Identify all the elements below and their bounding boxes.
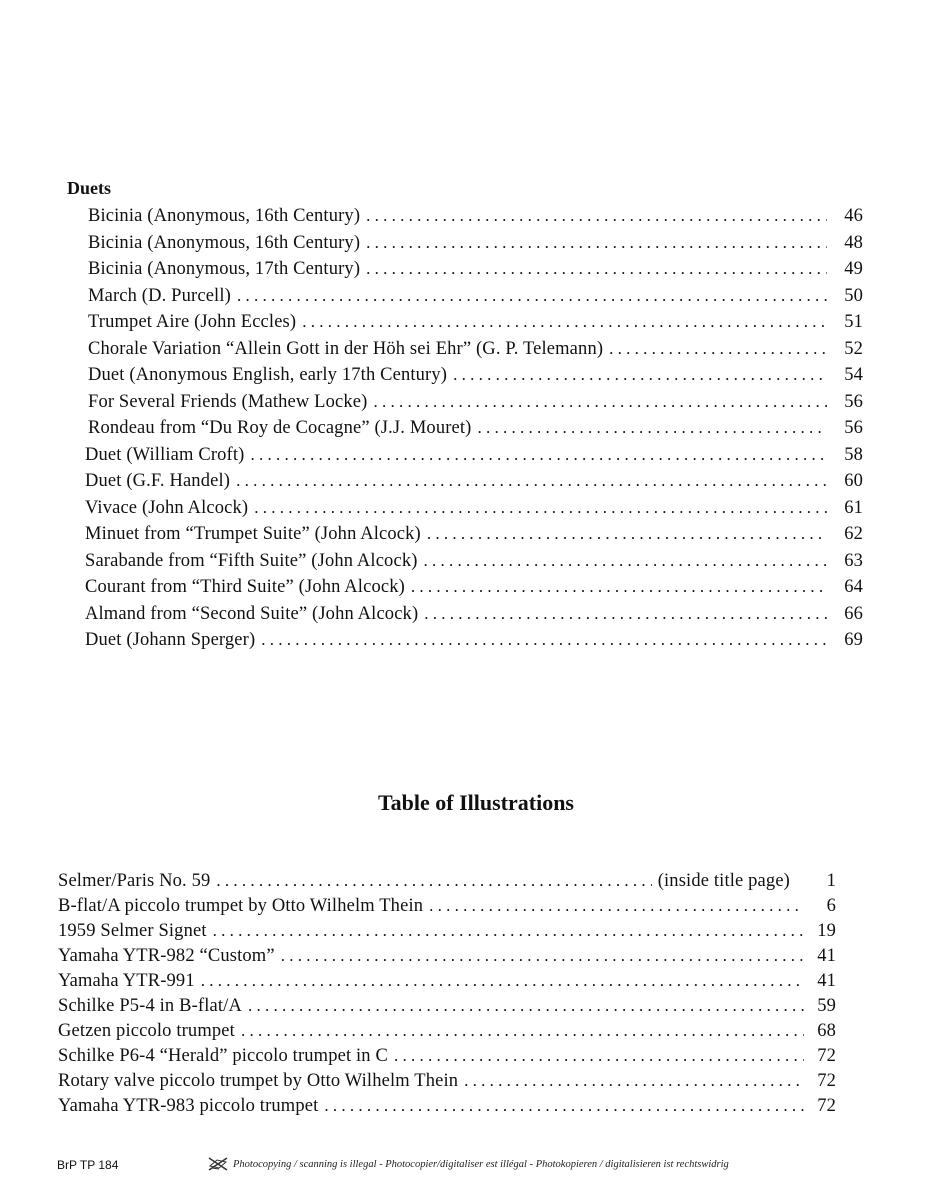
- dot-leader: [236, 468, 827, 495]
- dot-leader: [373, 389, 827, 416]
- illustration-entry: [58, 1043, 836, 1068]
- dot-leader: [453, 362, 827, 389]
- dot-leader: [261, 627, 827, 654]
- dot-leader: [427, 521, 827, 548]
- illustration-entry-title: Selmer/Paris No. 59: [58, 871, 211, 891]
- illustration-entry-page-number: 72: [817, 1071, 836, 1091]
- duet-entry-title: Duet (Anonymous English, early 17th Century): [88, 365, 448, 385]
- illustration-entry-page-number: 72: [817, 1046, 836, 1066]
- copyright-notice-text: Photocopying / scanning is illegal - Photocopier/digitaliser est illégal - Photokopieren / digitalisieren ist rechtswidrig: [233, 1158, 729, 1170]
- dot-leader: [302, 309, 827, 336]
- illustration-entry-page-number: 6: [826, 896, 836, 916]
- duet-entry-title: Trumpet Aire (John Eccles): [88, 312, 297, 332]
- illustration-entry-page-number: 1: [826, 871, 836, 891]
- duet-entry-title: Chorale Variation “Allein Gott in der Höh sei Ehr” (G. P. Telemann): [88, 338, 604, 359]
- duet-entry-title: Bicinia (Anonymous, 16th Century): [88, 206, 361, 226]
- dot-leader: [241, 1018, 804, 1043]
- duet-entry: [85, 442, 863, 469]
- duet-entry-title: Courant from “Third Suite” (John Alcock): [85, 577, 405, 597]
- duets-heading: Duets: [67, 178, 111, 198]
- dot-leader: [366, 203, 827, 230]
- duet-entry-title: Duet (G.F. Handel): [85, 471, 231, 491]
- duet-entry-page-number: 64: [844, 577, 863, 597]
- duet-entry-title: March (D. Purcell): [88, 285, 231, 306]
- illustration-entry-title: 1959 Selmer Signet: [58, 921, 207, 941]
- illustration-entry-page-number: 41: [817, 971, 836, 991]
- illustration-entry-title: Getzen piccolo trumpet: [58, 1021, 235, 1041]
- illustration-entry: [58, 918, 836, 943]
- duet-entry: [88, 256, 863, 283]
- duet-entry-title: Bicinia (Anonymous, 16th Century): [88, 232, 361, 253]
- duet-entry-page-number: 50: [844, 285, 863, 306]
- illustration-entry-page-number: 72: [817, 1096, 836, 1116]
- catalog-code: BrP TP 184: [57, 1158, 119, 1172]
- duet-entry-page-number: 54: [844, 365, 863, 385]
- illustration-entry: [58, 1018, 836, 1043]
- duet-entry-title: Bicinia (Anonymous, 17th Century): [88, 259, 361, 279]
- illustration-entry: [58, 943, 836, 968]
- dot-leader: [464, 1068, 804, 1093]
- illustration-entry-page-number: 41: [817, 946, 836, 966]
- duet-entry-page-number: 56: [844, 418, 863, 438]
- dot-leader: [609, 336, 827, 363]
- duets-toc-list: [0, 203, 952, 654]
- dot-leader: [366, 256, 827, 283]
- duet-entry-title: Vivace (John Alcock): [85, 497, 249, 518]
- dot-leader: [248, 993, 804, 1018]
- illustration-entry-page-number: 19: [817, 921, 836, 941]
- duet-entry-title: Duet (William Croft): [85, 444, 245, 465]
- illustration-entry-title: Schilke P6-4 “Herald” piccolo trumpet in C: [58, 1046, 388, 1066]
- copyright-notice: [207, 1156, 729, 1172]
- dot-leader: [281, 943, 804, 968]
- dot-leader: [324, 1093, 804, 1118]
- illustration-entry-note: (inside title page): [657, 871, 790, 891]
- duet-entry-page-number: 46: [844, 206, 863, 226]
- no-photocopy-icon: [207, 1156, 229, 1172]
- duet-entry-title: Minuet from “Trumpet Suite” (John Alcock): [85, 524, 421, 544]
- illustration-entry-title: B-flat/A piccolo trumpet by Otto Wilhelm Thein: [58, 896, 424, 916]
- duet-entry: [85, 495, 863, 522]
- illustration-entry: [58, 893, 836, 918]
- illustration-entry: [58, 1068, 836, 1093]
- illustration-entry-title: Schilke P5-4 in B-flat/A: [58, 996, 242, 1016]
- duet-entry-page-number: 49: [844, 259, 863, 279]
- dot-leader: [366, 230, 827, 257]
- duet-entry-page-number: 62: [844, 524, 863, 544]
- illustration-entry-title: Yamaha YTR-982 “Custom”: [58, 946, 275, 966]
- duet-entry-title: Rondeau from “Du Roy de Cocagne” (J.J. Mouret): [88, 418, 472, 438]
- illustration-entry: [58, 968, 836, 993]
- duet-entry: [88, 283, 863, 310]
- duet-entry: [88, 362, 863, 389]
- duet-entry: [85, 574, 863, 601]
- duet-entry-title: Sarabande from “Fifth Suite” (John Alcock): [85, 550, 418, 571]
- duet-entry-title: Duet (Johann Sperger): [85, 630, 256, 650]
- dot-leader: [237, 283, 827, 310]
- illustration-entry-title: Rotary valve piccolo trumpet by Otto Wilhelm Thein: [58, 1071, 459, 1091]
- illustrations-heading: Table of Illustrations: [377, 790, 574, 815]
- illustration-entry-title: Yamaha YTR-991: [58, 971, 195, 991]
- dot-leader: [216, 868, 651, 893]
- dot-leader: [201, 968, 804, 993]
- duet-entry: [88, 230, 863, 257]
- duet-entry-title: For Several Friends (Mathew Locke): [88, 391, 368, 412]
- illustration-entry: [58, 1093, 836, 1118]
- dot-leader: [411, 574, 827, 601]
- illustrations-toc-list: [0, 868, 952, 1118]
- dot-leader: [254, 495, 827, 522]
- duet-entry: [88, 309, 863, 336]
- duet-entry-title: Almand from “Second Suite” (John Alcock): [85, 603, 419, 624]
- duet-entry-page-number: 69: [844, 630, 863, 650]
- duet-entry: [85, 521, 863, 548]
- duet-entry: [85, 627, 863, 654]
- dot-leader: [394, 1043, 804, 1068]
- duet-entry-page-number: 63: [844, 550, 863, 571]
- duet-entry-page-number: 58: [844, 444, 863, 465]
- illustration-entry: [58, 868, 836, 893]
- duet-entry: [88, 415, 863, 442]
- duet-entry-page-number: 66: [844, 603, 863, 624]
- duet-entry-page-number: 56: [844, 391, 863, 412]
- duet-entry-page-number: 52: [844, 338, 863, 359]
- illustration-entry-title: Yamaha YTR-983 piccolo trumpet: [58, 1096, 319, 1116]
- illustration-entry-page-number: 59: [817, 996, 836, 1016]
- duet-entry: [88, 389, 863, 416]
- duet-entry-page-number: 51: [844, 312, 863, 332]
- dot-leader: [250, 442, 827, 469]
- duet-entry: [85, 601, 863, 628]
- dot-leader: [424, 601, 827, 628]
- dot-leader: [213, 918, 804, 943]
- illustration-entry: [58, 993, 836, 1018]
- duet-entry-page-number: 60: [844, 471, 863, 491]
- illustration-entry-page-number: 68: [817, 1021, 836, 1041]
- dot-leader: [429, 893, 804, 918]
- dot-leader: [424, 548, 827, 575]
- duet-entry-page-number: 61: [844, 497, 863, 518]
- duet-entry: [85, 468, 863, 495]
- duet-entry: [88, 203, 863, 230]
- dot-leader: [478, 415, 828, 442]
- duet-entry-page-number: 48: [844, 232, 863, 253]
- duet-entry: [88, 336, 863, 363]
- duet-entry: [85, 548, 863, 575]
